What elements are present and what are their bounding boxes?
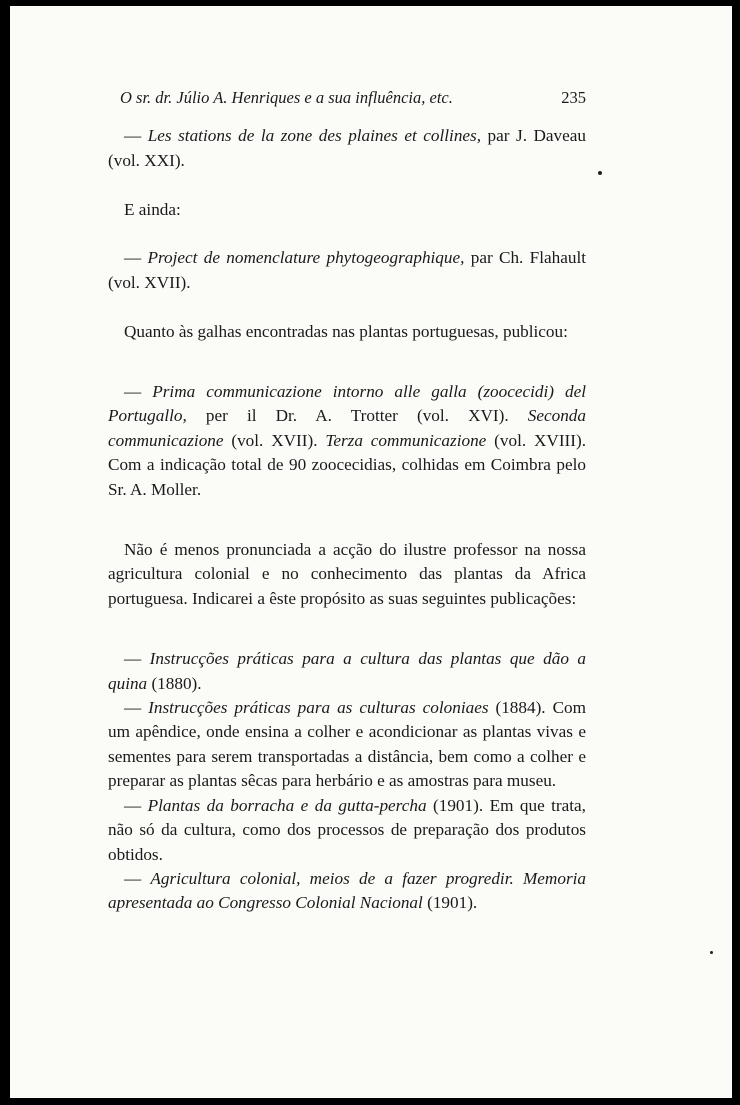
paragraph-text: par J. Daveau (vol. XXI). — [108, 126, 586, 170]
paragraph-text: (1884). Com um apêndice, onde ensina a colher e acondicionar as plantas vivas e sementes para serem transportadas a distância, bem como a colher e preparar as plantas sêcas para herbário e as amostras para museu. — [108, 698, 586, 791]
work-title: Seconda communicazione — [108, 406, 586, 450]
paragraph-5 — [108, 380, 586, 502]
dash: — — [124, 126, 148, 146]
work-title: Terza communicazione — [325, 430, 487, 450]
paragraph-9 — [108, 794, 586, 867]
page-text — [108, 86, 586, 916]
paragraph-3 — [108, 246, 586, 295]
paragraph-6: Não é menos pronunciada a acção do ilustre professor na nossa agricultura colonial e no conhecimento das plantas da Africa portuguesa. Indicarei a êste propósito as suas seguintes publicações: — [108, 540, 586, 608]
header-title: O sr. dr. Júlio A. Henriques e a sua influência, etc. — [120, 88, 453, 107]
paragraph-text: (vol. XVIII). Com a indicação total de 90 zoocecidias, colhidas em Coimbra pelo Sr. A. Moller. — [108, 430, 587, 499]
paragraph-text: (1880). — [147, 673, 202, 693]
paragraph-4: Quanto às galhas encontradas nas plantas portuguesas, publicou: — [124, 321, 568, 341]
paragraph-text: par Ch. Flahault (vol. XVII). — [108, 248, 586, 292]
dash: — — [124, 382, 153, 402]
paragraph-text: (1901). Em que trata, não só da cultura, como dos processos de preparação dos produtos obtidos. — [108, 795, 586, 864]
ink-speck — [598, 171, 602, 175]
dash: — — [124, 795, 148, 815]
running-header — [108, 86, 586, 110]
work-title: Project de nomenclature phytogeographique, — [147, 248, 465, 268]
page-number: 235 — [561, 88, 586, 107]
work-title: Instrucções práticas para a cultura das plantas que dão a quina — [108, 649, 586, 693]
work-title: Agricultura colonial, meios de a fazer progredir. Memoria apresentada ao Congresso Colonial Nacional — [108, 868, 587, 913]
paragraph-text: (vol. XVII). — [223, 430, 326, 450]
ink-speck — [710, 951, 713, 954]
paragraph-text: per il Dr. A. Trotter (vol. XVI). — [186, 406, 528, 426]
paragraph-7 — [108, 647, 586, 696]
paragraph-2: E ainda: — [124, 199, 181, 219]
paragraph-1 — [108, 124, 586, 173]
work-title: Plantas da borracha e da gutta-percha — [147, 795, 427, 815]
dash: — — [124, 698, 149, 718]
paragraph-10 — [108, 867, 586, 916]
paragraph-text: (1901). — [422, 893, 478, 913]
work-title: Instrucções práticas para as culturas coloniaes — [148, 698, 489, 718]
work-title: Les stations de la zone des plaines et collines, — [147, 126, 482, 146]
work-title: Prima communicazione intorno alle galla (zoocecidi) del Portugallo, — [108, 382, 586, 426]
paragraph-8 — [108, 696, 586, 794]
dash: — — [124, 248, 148, 268]
dash: — — [124, 649, 150, 669]
dash: — — [124, 868, 151, 888]
